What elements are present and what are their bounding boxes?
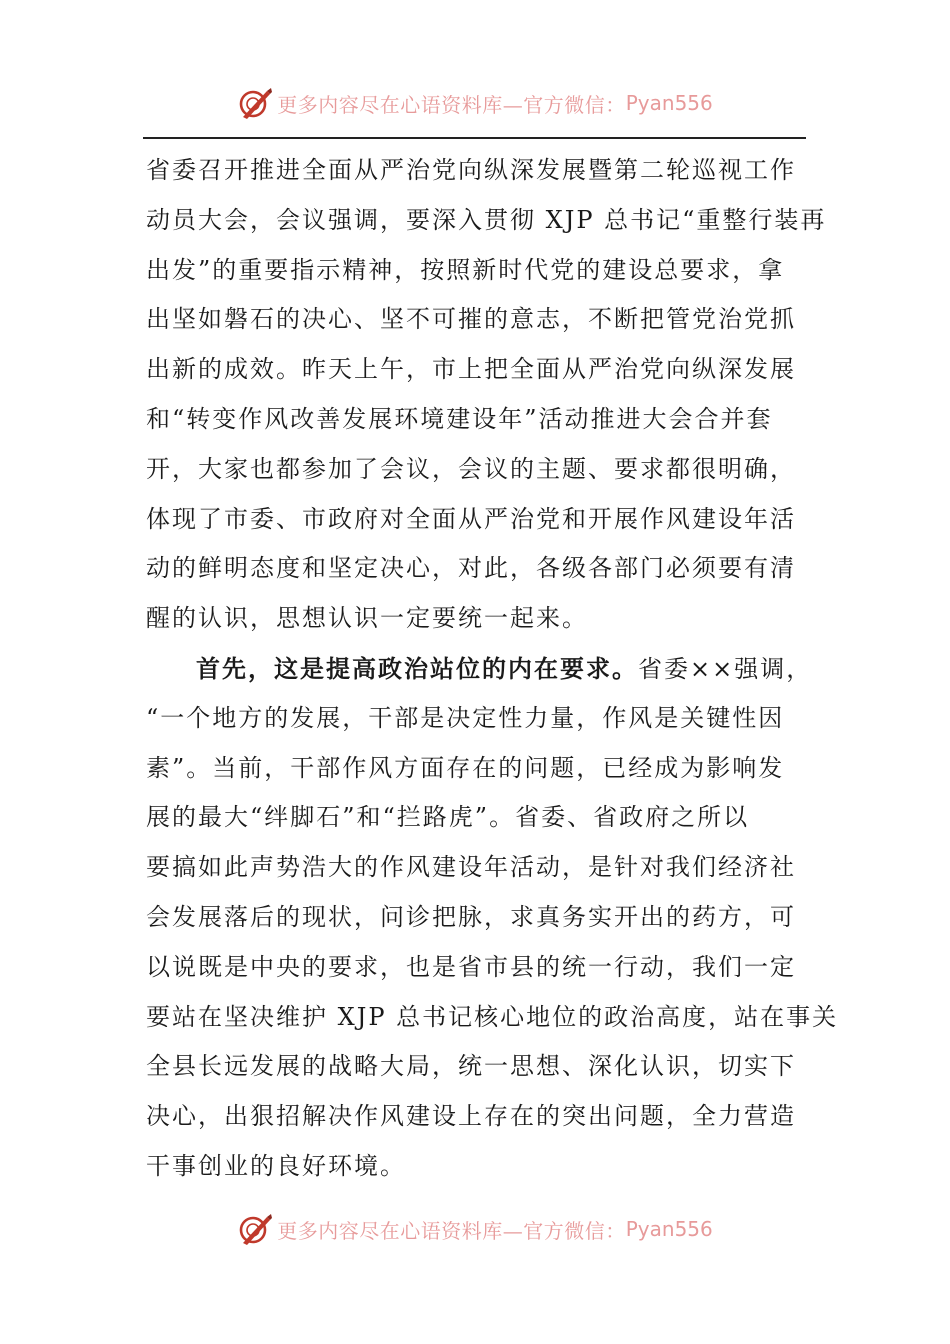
header-divider [143,137,806,139]
banner-site-text: 更多内容尽在心语资料库—官方微信： [277,92,626,117]
text-line: 和“转变作风改善发展环境建设年”活动推进大会合并套 [146,404,773,433]
text-line: 以说既是中央的要求，也是省市县的统一行动，我们一定 [146,952,796,981]
paragraph-heading-rest: 省委××强调， [638,654,813,683]
text-line: 全县长远发展的战略大局，统一思想、深化认识，切实下 [146,1052,796,1081]
text-line: 动的鲜明态度和坚定决心，对此，各级各部门必须要有清 [146,554,796,583]
text-line: 出新的成效。昨天上午，市上把全面从严治党向纵深发展 [146,355,796,384]
text-line: “一个地方的发展，干部是决定性力量，作风是关键性因 [146,703,785,732]
text-line: 体现了市委、市政府对全面从严治党和开展作风建设年活 [146,504,796,533]
text-line: 开，大家也都参加了会议，会议的主题、要求都很明确， [146,454,796,483]
text-line: 省委召开推进全面从严治党向纵深发展暨第二轮巡视工作 [146,156,796,184]
text-line: 展的最大“绊脚石”和“拦路虎”。省委、省政府之所以 [146,803,750,832]
text-line: 出发”的重要指示精神，按照新时代党的建设总要求，拿 [146,255,785,284]
pen-logo-icon [237,1211,273,1247]
banner-wechat-id: Pyan556 [625,1217,713,1241]
header-banner [0,83,950,123]
text-line: 醒的认识，思想认识一定要统一起来。 [146,604,588,633]
text-line: 干事创业的良好环境。 [146,1151,406,1180]
banner-site-text: 更多内容尽在心语资料库—官方微信： [277,1218,626,1243]
paragraph-2-first-line [196,644,811,694]
paragraph-1 [146,146,827,644]
text-line: 出坚如磐石的决心、坚不可摧的意志，不断把管党治党抓 [146,305,796,334]
pen-logo-icon [237,85,273,121]
text-line: 动员大会，会议强调，要深入贯彻 XJP 总书记“重整行装再 [146,205,827,234]
text-line: 要站在坚决维护 XJP 总书记核心地位的政治高度，站在事关 [146,1002,839,1031]
banner-wechat-id: Pyan556 [625,91,713,115]
footer-banner [0,1209,950,1249]
paragraph-2 [146,644,839,1192]
document-body [146,146,839,1192]
text-line: 素”。当前，干部作风方面存在的问题，已经成为影响发 [146,753,785,782]
text-line: 会发展落后的现状，问诊把脉，求真务实开出的药方，可 [146,902,796,931]
paragraph-heading: 首先，这是提高政治站位的内在要求。 [196,653,638,683]
text-line: 决心，出狠招解决作风建设上存在的突出问题，全力营造 [146,1102,796,1131]
text-line: 要搞如此声势浩大的作风建设年活动，是针对我们经济社 [146,853,796,882]
